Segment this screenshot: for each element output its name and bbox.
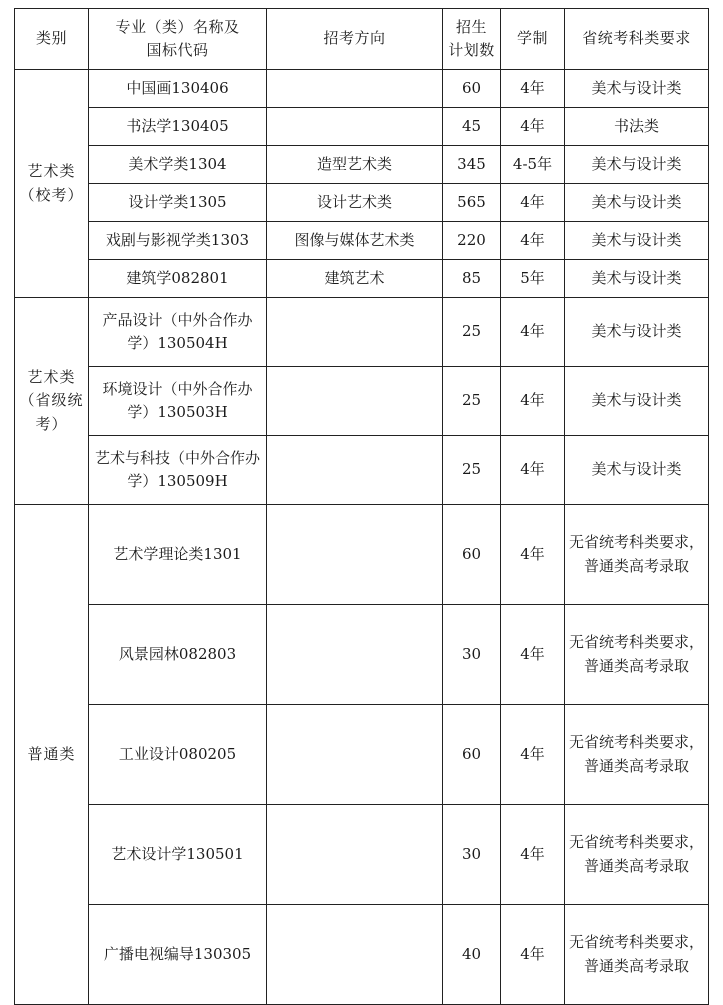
major-name-cell: 工业设计080205 (89, 705, 267, 805)
direction-cell (267, 605, 443, 705)
category-label-line: 考） (35, 414, 68, 433)
table-row (15, 260, 709, 298)
table-row (15, 705, 709, 805)
column-header-years (501, 9, 565, 70)
major-name-cell: 中国画130406 (89, 70, 267, 108)
table-header (15, 9, 709, 70)
quota-cell: 60 (443, 70, 501, 108)
direction-cell (267, 705, 443, 805)
quota-cell: 345 (443, 146, 501, 184)
years-cell: 5年 (501, 260, 565, 298)
years-cell: 4年 (501, 905, 565, 1005)
requirement-cell: 无省统考科类要求，普通类高考录取 (565, 805, 709, 905)
requirement-cell: 无省统考科类要求，普通类高考录取 (565, 605, 709, 705)
quota-cell: 25 (443, 367, 501, 436)
category-label-line: 艺术类 (27, 368, 76, 387)
years-cell: 4年 (501, 805, 565, 905)
column-header-major-line1: 专业（类）名称及 (115, 17, 240, 36)
requirement-cell: 美术与设计类 (565, 298, 709, 367)
requirement-cell: 无省统考科类要求，普通类高考录取 (565, 905, 709, 1005)
requirement-cell: 美术与设计类 (565, 436, 709, 505)
years-cell: 4年 (501, 222, 565, 260)
table-row (15, 146, 709, 184)
column-header-quota-line2: 计划数 (448, 41, 495, 59)
years-cell: 4年 (501, 505, 565, 605)
requirement-cell: 美术与设计类 (565, 70, 709, 108)
requirement-cell: 美术与设计类 (565, 184, 709, 222)
direction-cell (267, 367, 443, 436)
column-header-years-text: 学制 (516, 29, 548, 48)
direction-cell (267, 108, 443, 146)
years-cell: 4-5年 (501, 146, 565, 184)
category-cell (15, 298, 89, 505)
requirement-cell: 无省统考科类要求，普通类高考录取 (565, 505, 709, 605)
category-label-line: （省级统 (19, 391, 84, 410)
table-row (15, 805, 709, 905)
direction-cell (267, 298, 443, 367)
years-cell: 4年 (501, 70, 565, 108)
requirement-cell: 美术与设计类 (565, 260, 709, 298)
quota-cell: 60 (443, 705, 501, 805)
major-name-cell: 广播电视编导130305 (89, 905, 267, 1005)
years-cell: 4年 (501, 184, 565, 222)
category-label-line: 艺术类 (27, 162, 76, 181)
quota-cell: 85 (443, 260, 501, 298)
table-row (15, 222, 709, 260)
direction-cell (267, 70, 443, 108)
column-header-direction (267, 9, 443, 70)
major-name-cell: 美术学类1304 (89, 146, 267, 184)
direction-cell (267, 505, 443, 605)
major-name-cell: 艺术学理论类1301 (89, 505, 267, 605)
years-cell: 4年 (501, 605, 565, 705)
category-cell (15, 70, 89, 298)
direction-cell: 建筑艺术 (267, 260, 443, 298)
quota-cell: 45 (443, 108, 501, 146)
major-name-cell: 设计学类1305 (89, 184, 267, 222)
years-cell: 4年 (501, 367, 565, 436)
table-body (15, 70, 709, 1005)
quota-cell: 565 (443, 184, 501, 222)
table-row (15, 367, 709, 436)
column-header-quota-line1: 招生 (455, 17, 487, 36)
years-cell: 4年 (501, 705, 565, 805)
direction-cell: 造型艺术类 (267, 146, 443, 184)
table-row (15, 436, 709, 505)
column-header-category-text: 类别 (35, 29, 67, 48)
column-header-direction-text: 招考方向 (323, 29, 386, 48)
table-row (15, 505, 709, 605)
table-row (15, 108, 709, 146)
major-name-cell: 戏剧与影视学类1303 (89, 222, 267, 260)
major-name-cell: 艺术设计学130501 (89, 805, 267, 905)
quota-cell: 30 (443, 805, 501, 905)
requirement-cell: 美术与设计类 (565, 146, 709, 184)
column-header-major-line2: 国标代码 (146, 41, 209, 59)
header-row (15, 9, 709, 70)
requirement-cell: 美术与设计类 (565, 367, 709, 436)
quota-cell: 60 (443, 505, 501, 605)
requirement-cell: 书法类 (565, 108, 709, 146)
direction-cell (267, 905, 443, 1005)
major-name-cell: 书法学130405 (89, 108, 267, 146)
table-row (15, 184, 709, 222)
admission-plan-table (14, 8, 709, 1005)
column-header-category (15, 9, 89, 70)
requirement-cell: 美术与设计类 (565, 222, 709, 260)
quota-cell: 40 (443, 905, 501, 1005)
category-label-line: （校考） (19, 185, 84, 204)
major-name-cell: 风景园林082803 (89, 605, 267, 705)
category-label-line: 普通类 (27, 744, 76, 763)
table-row (15, 605, 709, 705)
years-cell: 4年 (501, 298, 565, 367)
major-name-cell: 艺术与科技（中外合作办学）130509H (89, 436, 267, 505)
requirement-cell: 无省统考科类要求，普通类高考录取 (565, 705, 709, 805)
column-header-major (89, 9, 267, 70)
quota-cell: 30 (443, 605, 501, 705)
table-row (15, 70, 709, 108)
column-header-quota (443, 9, 501, 70)
table-row (15, 298, 709, 367)
table-row (15, 905, 709, 1005)
category-cell (15, 505, 89, 1005)
major-name-cell: 产品设计（中外合作办学）130504H (89, 298, 267, 367)
direction-cell: 设计艺术类 (267, 184, 443, 222)
quota-cell: 25 (443, 436, 501, 505)
column-header-requirement-text: 省统考科类要求 (582, 29, 691, 48)
years-cell: 4年 (501, 436, 565, 505)
direction-cell (267, 436, 443, 505)
quota-cell: 25 (443, 298, 501, 367)
major-name-cell: 环境设计（中外合作办学）130503H (89, 367, 267, 436)
years-cell: 4年 (501, 108, 565, 146)
quota-cell: 220 (443, 222, 501, 260)
direction-cell (267, 805, 443, 905)
direction-cell: 图像与媒体艺术类 (267, 222, 443, 260)
major-name-cell: 建筑学082801 (89, 260, 267, 298)
column-header-requirement (565, 9, 709, 70)
